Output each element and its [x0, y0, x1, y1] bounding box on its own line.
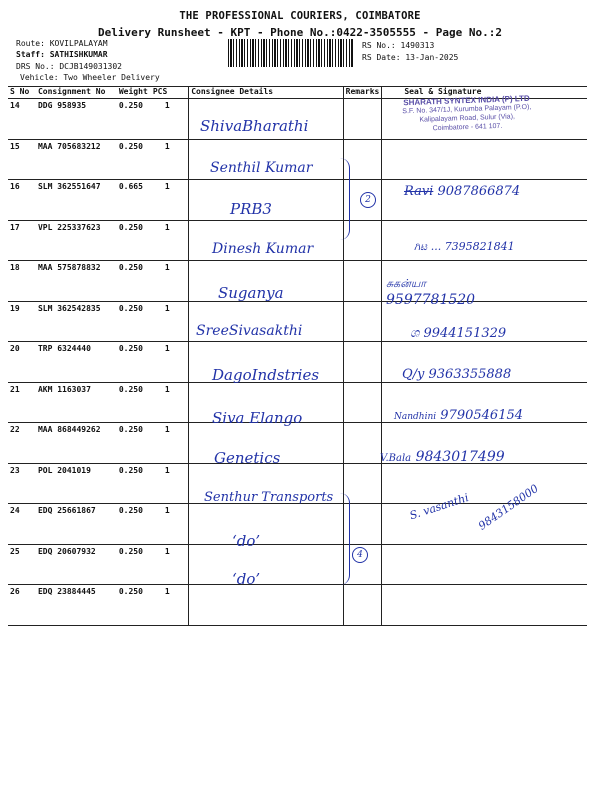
cell-weight: 0.250 [117, 504, 151, 545]
cell-pcs: 1 [151, 139, 189, 180]
col-consignment: Consignment No [36, 87, 117, 99]
cell-signature [382, 463, 587, 504]
cell-consignment-no: EDQ 25661867 [36, 504, 117, 545]
hw-consignee-18: Suganya [218, 284, 284, 302]
hw-sign-24-phone: 9843158000 [476, 481, 541, 533]
cell-pcs: 1 [151, 99, 189, 140]
cell-pcs: 1 [151, 342, 189, 383]
col-consignee: Consignee Details [189, 87, 343, 99]
rs-no-line: RS No.: 1490313 [362, 41, 435, 50]
cell-remarks [343, 463, 382, 504]
cell-signature [382, 544, 587, 585]
col-remarks: Remarks [343, 87, 382, 99]
cell-pcs: 1 [151, 261, 189, 302]
cell-weight: 0.250 [117, 220, 151, 261]
hw-consignee-16: PRB3 [230, 200, 272, 218]
cell-remarks [343, 99, 382, 140]
col-weight: Weight [117, 87, 151, 99]
cell-weight: 0.250 [117, 261, 151, 302]
remark-mark-a: 2 [360, 192, 376, 208]
col-signature: Seal & Signature [382, 87, 587, 99]
document-title: THE PROFESSIONAL COURIERS, COIMBATORE [179, 10, 421, 22]
cell-sno: 24 [8, 504, 36, 545]
cell-consignment-no: TRP 6324440 [36, 342, 117, 383]
hw-consignee-15: Senthil Kumar [210, 160, 313, 176]
cell-weight: 0.250 [117, 342, 151, 383]
hw-consignee-19: SreeSivasakthi [196, 323, 303, 339]
cell-consignment-no: EDQ 23884445 [36, 585, 117, 626]
col-sno: S No [8, 87, 36, 99]
hw-sign-19: ශ 9944151329 [410, 326, 507, 341]
cell-remarks [343, 342, 382, 383]
hw-consignee-20: DagoIndstries [212, 366, 320, 384]
route-line: Route: KOVILPALAYAM [16, 39, 108, 48]
cell-pcs: 1 [151, 423, 189, 464]
cell-remarks [343, 423, 382, 464]
remark-mark-b: 4 [352, 547, 368, 563]
cell-sno: 19 [8, 301, 36, 342]
cell-consignee [189, 544, 343, 585]
remarks-brace-2 [335, 493, 350, 585]
remarks-brace [335, 158, 350, 240]
table-row [8, 585, 587, 626]
cell-weight: 0.250 [117, 99, 151, 140]
cell-sno: 25 [8, 544, 36, 585]
cell-consignment-no: MAA 705683212 [36, 139, 117, 180]
hw-sign-17: ಗಿಟ ... 7395821841 [414, 240, 515, 253]
cell-remarks [343, 301, 382, 342]
cell-consignment-no: SLM 362542835 [36, 301, 117, 342]
cell-weight: 0.250 [117, 139, 151, 180]
cell-weight: 0.250 [117, 423, 151, 464]
hw-consignee-25: ‘do’ [232, 570, 261, 588]
cell-consignment-no: DDG 958935 [36, 99, 117, 140]
cell-signature [382, 139, 587, 180]
staff-line: Staff: SATHISHKUMAR [16, 50, 108, 59]
hw-sign-21: Nandhini 9790546154 [394, 408, 524, 423]
hw-sign-22: V.Bala 9843017499 [380, 449, 505, 465]
hw-sign-18: சுகன்யா 9597781520 [386, 277, 476, 308]
hw-consignee-21: Siva Elango [212, 409, 303, 427]
cell-pcs: 1 [151, 463, 189, 504]
cell-sno: 18 [8, 261, 36, 302]
hw-sign-20: Q/y 9363355888 [402, 367, 512, 382]
hw-sign-16: Ravi 9087866874 [404, 184, 521, 199]
cell-pcs: 1 [151, 585, 189, 626]
cell-sno: 21 [8, 382, 36, 423]
cell-weight: 0.250 [117, 544, 151, 585]
cell-remarks [343, 382, 382, 423]
cell-consignment-no: POL 2041019 [36, 463, 117, 504]
barcode [228, 39, 354, 67]
cell-pcs: 1 [151, 180, 189, 221]
cell-weight: 0.665 [117, 180, 151, 221]
rs-date-line: RS Date: 13-Jan-2025 [362, 53, 459, 62]
cell-sno: 20 [8, 342, 36, 383]
hw-consignee-23: Senthur Transports [204, 490, 334, 505]
cell-pcs: 1 [151, 544, 189, 585]
hw-sign-24-name: S. vasanthi [408, 491, 471, 523]
cell-consignee [189, 585, 343, 626]
drs-line: DRS No.: DCJB149031302 [16, 62, 122, 71]
cell-weight: 0.250 [117, 585, 151, 626]
runsheet-subtitle: Delivery Runsheet - KPT - Phone No.:0422-3505555 - Page No.:2 [98, 26, 502, 39]
cell-sno: 16 [8, 180, 36, 221]
vehicle-line: Vehicle: Two Wheeler Delivery [20, 73, 160, 82]
cell-weight: 0.250 [117, 382, 151, 423]
cell-sno: 22 [8, 423, 36, 464]
cell-consignee [189, 504, 343, 545]
cell-weight: 0.250 [117, 463, 151, 504]
cell-sno: 23 [8, 463, 36, 504]
cell-pcs: 1 [151, 220, 189, 261]
hw-consignee-22: Genetics [214, 449, 281, 467]
cell-consignment-no: MAA 575878832 [36, 261, 117, 302]
hw-consignee-24: ‘do’ [232, 532, 261, 550]
cell-consignment-no: VPL 225337623 [36, 220, 117, 261]
cell-pcs: 1 [151, 504, 189, 545]
table-row [8, 544, 587, 585]
cell-consignment-no: EDQ 20607932 [36, 544, 117, 585]
hw-consignee-14: ShivaBharathi [200, 117, 309, 135]
col-pcs: PCS [151, 87, 189, 99]
cell-pcs: 1 [151, 301, 189, 342]
cell-consignment-no: SLM 362551647 [36, 180, 117, 221]
cell-weight: 0.250 [117, 301, 151, 342]
cell-remarks [343, 585, 382, 626]
cell-consignment-no: MAA 868449262 [36, 423, 117, 464]
cell-sno: 15 [8, 139, 36, 180]
cell-signature [382, 585, 587, 626]
cell-consignment-no: AKM 1163037 [36, 382, 117, 423]
hw-consignee-17: Dinesh Kumar [212, 241, 314, 257]
cell-pcs: 1 [151, 382, 189, 423]
table-row [8, 261, 587, 302]
cell-remarks [343, 261, 382, 302]
company-seal-stamp: SHARATH SYNTEX INDIA (P) LTD S.F. No. 347/1J, Kurumba Palayam (P.O), Kalipalayam Road, Sulur (Via), Coimbatore - 641 107. [402, 93, 532, 133]
cell-sno: 26 [8, 585, 36, 626]
cell-sno: 17 [8, 220, 36, 261]
cell-sno: 14 [8, 99, 36, 140]
